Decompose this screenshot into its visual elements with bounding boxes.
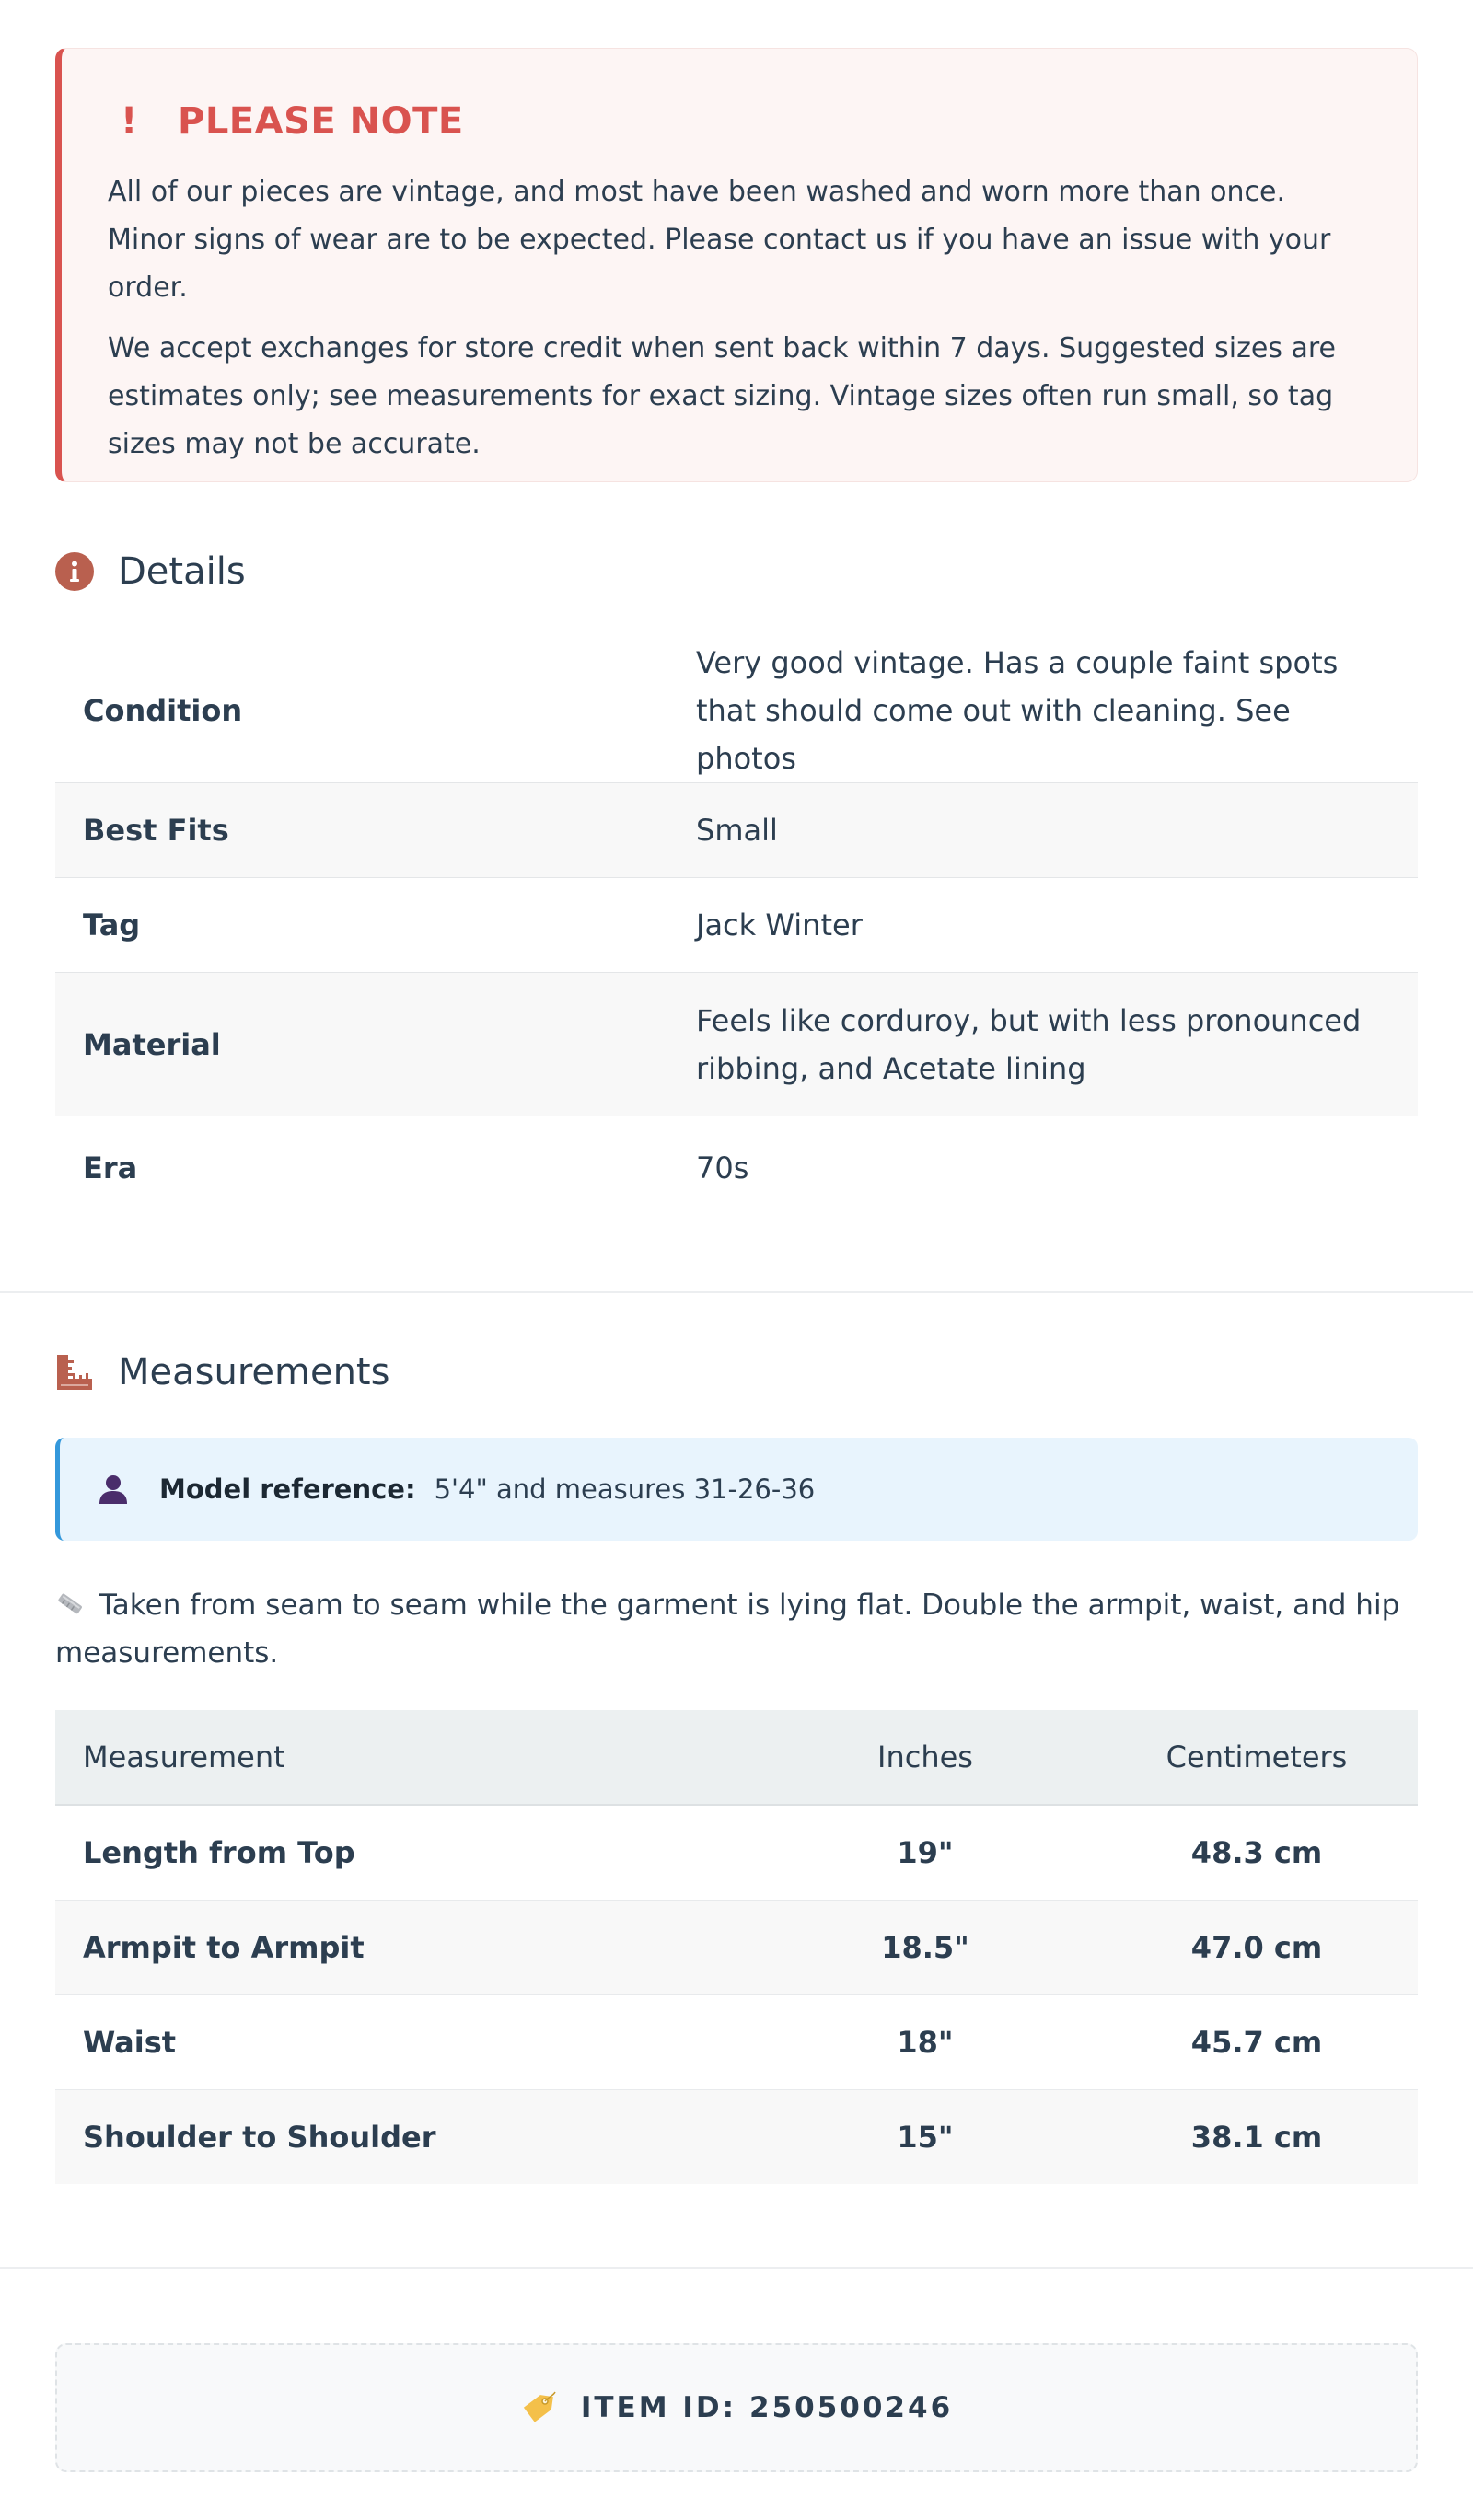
details-label: Best Fits	[55, 783, 668, 878]
column-header-measurement: Measurement	[55, 1710, 755, 1805]
section-divider	[0, 1291, 1473, 1293]
measurement-note	[55, 1581, 1418, 1677]
notice-title: PLEASE NOTE	[178, 100, 464, 143]
exclamation-icon: !	[121, 100, 138, 143]
measurement-inches: 19"	[755, 1805, 1096, 1901]
measurement-row	[55, 1901, 1418, 1995]
measurement-cm: 45.7 cm	[1096, 1995, 1418, 2090]
details-row	[55, 639, 1418, 783]
measurement-name: Shoulder to Shoulder	[55, 2090, 755, 2185]
notice-paragraph: We accept exchanges for store credit when sent back within 7 days. Suggested sizes are estimates only; see measurements for exact sizing. Vintage sizes often run small, so tag sizes may not be accurate.	[108, 332, 1337, 460]
details-value: Very good vintage. Has a couple faint spots that should come out with cleaning. See photos	[668, 639, 1418, 783]
details-value: 70s	[696, 1150, 749, 1185]
item-id-box	[55, 2343, 1418, 2472]
measurements-table	[55, 1710, 1418, 2184]
ruler-icon	[55, 1353, 94, 1392]
notice-box	[55, 48, 1418, 482]
measurement-note-text: Taken from seam to seam while the garment is lying flat. Double the armpit, waist, and hip measurements.	[55, 1589, 1400, 1670]
details-label: Condition	[55, 639, 668, 783]
measurement-row	[55, 1995, 1418, 2090]
measurements-heading	[55, 1349, 389, 1395]
item-id-label: ITEM ID:	[580, 2391, 737, 2424]
measurement-name: Length from Top	[55, 1805, 755, 1901]
measurement-inches: 18"	[755, 1995, 1096, 2090]
measurement-cm: 48.3 cm	[1096, 1805, 1418, 1901]
details-table	[55, 639, 1418, 1220]
measurement-cm: 38.1 cm	[1096, 2090, 1418, 2185]
pencil-icon	[55, 1585, 87, 1613]
details-value: Feels like corduroy, but with less pronounced ribbing, and Acetate lining	[668, 973, 1418, 1116]
details-row	[55, 878, 1418, 973]
measurements-header-row	[55, 1710, 1418, 1805]
notice-paragraph: All of our pieces are vintage, and most have been washed and worn more than once. Minor signs of wear are to be expected. Please contact us if you have an issue with your order.	[108, 176, 1331, 304]
column-header-centimeters: Centimeters	[1096, 1710, 1418, 1805]
model-reference-value: 5'4" and measures 31-26-36	[434, 1474, 816, 1505]
model-reference-label: Model reference:	[159, 1474, 416, 1505]
details-row	[55, 783, 1418, 878]
model-reference-box	[55, 1438, 1418, 1541]
person-icon	[97, 1473, 130, 1506]
notice-header	[108, 98, 1371, 144]
details-value: Jack Winter	[668, 878, 1418, 973]
details-row	[55, 1116, 1418, 1220]
details-value: Small	[668, 783, 1418, 878]
details-title: Details	[118, 550, 246, 593]
section-divider	[0, 2267, 1473, 2269]
measurement-name: Armpit to Armpit	[55, 1901, 755, 1995]
measurement-inches: 18.5"	[755, 1901, 1096, 1995]
details-label: Material	[55, 973, 668, 1116]
item-id-value: 250500246	[749, 2391, 954, 2424]
measurement-inches: 15"	[755, 2090, 1096, 2185]
details-label: Tag	[55, 878, 668, 973]
column-header-inches: Inches	[755, 1710, 1096, 1805]
tag-icon	[520, 2389, 557, 2426]
details-label: Era	[83, 1150, 138, 1185]
info-circle-icon	[55, 552, 94, 591]
measurement-row	[55, 1805, 1418, 1901]
measurement-cm: 47.0 cm	[1096, 1901, 1418, 1995]
details-heading	[55, 549, 246, 595]
measurement-name: Waist	[55, 1995, 755, 2090]
details-row	[55, 973, 1418, 1116]
measurement-row	[55, 2090, 1418, 2185]
measurements-title: Measurements	[118, 1351, 390, 1393]
